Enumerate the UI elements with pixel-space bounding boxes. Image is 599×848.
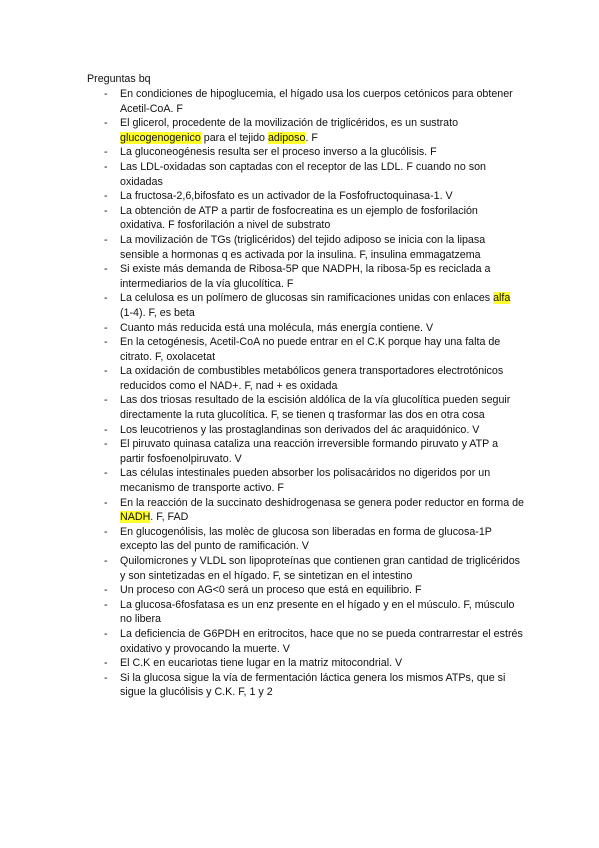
item-text: . F, FAD — [150, 511, 189, 524]
item-text: La obtención de ATP a partir de fosfocreatina es un ejemplo de fosforilación oxidativa. F fosforilación a nivel de substrato — [120, 204, 478, 232]
item-text: Las dos triosas resultado de la escisión aldólica de la vía glucolítica pueden seguir directamente la ruta glucolítica. F, se tienen q trasformar las dos en otra cosa — [120, 394, 511, 422]
highlighted-text: adiposo — [267, 131, 306, 144]
bullet-dash: - — [104, 657, 108, 670]
bullet-dash: - — [104, 365, 108, 378]
bullet-dash: - — [104, 467, 108, 480]
bullet-dash: - — [104, 336, 108, 349]
bullet-dash: - — [104, 88, 108, 100]
item-text: El C.K en eucariotas tiene lugar en la matriz mitocondrial. V — [120, 657, 403, 670]
item-text: para el tejido — [200, 131, 268, 144]
list-item — [104, 291, 524, 320]
bullet-dash: - — [104, 627, 108, 640]
list-item — [104, 598, 524, 627]
bullet-dash: - — [104, 204, 108, 217]
item-text: La fructosa-2,6,bifosfato es un activador de la Fosfofructoquinasa-1. V — [120, 190, 453, 203]
item-text: Las LDL-oxidadas son captadas con el receptor de las LDL. F cuando no son oxidadas — [120, 160, 486, 188]
item-text: Si la glucosa sigue la vía de fermentación láctica genera los mismos ATPs, que si sigue la glucólisis y C.K. F, 1 y 2 — [120, 671, 506, 699]
highlighted-text: glucogenogenico — [120, 131, 201, 144]
item-text: Cuanto más reducida está una molécula, más energía contiene. V — [120, 321, 434, 334]
list-item — [104, 525, 524, 554]
bullet-dash: - — [104, 292, 108, 305]
item-text: La gluconeogénesis resulta ser el proceso inverso a la glucólisis. F — [120, 146, 437, 159]
item-text: (1-4). F, es beta — [120, 306, 195, 319]
item-text: La oxidación de combustibles metabólicos genera transportadores electrotónicos reducidos como el NAD+. F, nad + es oxidada — [120, 365, 504, 392]
item-text: En la reacción de la succinato deshidrogenasa se genera poder reductor en forma de — [120, 496, 525, 509]
list-item — [104, 423, 524, 438]
item-text: La movilización de TGs (triglicéridos) del tejido adiposo se inicia con la lipasa sensible a hormonas q es activada por la insulina. F, insulina emmagatzema — [120, 233, 486, 261]
item-text: En glucogenólisis, las molèc de glucosa son liberadas en forma de glucosa-1P excepto las del punto de ramificación. V — [120, 525, 492, 553]
bullet-dash: - — [104, 160, 108, 173]
bullet-dash: - — [104, 555, 108, 567]
item-text: La deficiencia de G6PDH en eritrocitos, hace que no se pueda contrarrestar el estrés oxidativo y provocando la muerte. V — [120, 627, 523, 655]
bullet-dash: - — [104, 423, 108, 436]
bullet-dash: - — [104, 438, 108, 451]
list-item — [104, 496, 524, 525]
bullet-dash: - — [104, 263, 108, 276]
question-list — [104, 87, 524, 700]
item-text: La glucosa-6fosfatasa es un enz presente en el hígado y en el músculo. F, músculo no libera — [120, 598, 515, 626]
list-item — [104, 189, 524, 204]
list-item — [104, 583, 524, 598]
bullet-dash: - — [104, 117, 108, 130]
bullet-dash: - — [104, 598, 108, 611]
list-item — [104, 87, 524, 116]
item-text: El piruvato quinasa cataliza una reacción irreversible formando piruvato y ATP a partir fosfoenolpiruvato. V — [120, 438, 499, 465]
list-item — [104, 233, 524, 262]
bullet-dash: - — [104, 321, 108, 334]
item-text: Si existe más demanda de Ribosa-5P que NADPH, la ribosa-5p es reciclada a intermediarios de la vía glucolítica. F — [120, 263, 491, 290]
list-item — [104, 671, 524, 700]
list-item — [104, 116, 524, 145]
list-item — [104, 160, 524, 189]
item-text: En la cetogénesis, Acetil-CoA no puede entrar en el C.K porque hay una falta de citrato. F, oxolacetat — [120, 336, 501, 363]
list-item — [104, 335, 524, 364]
list-item — [104, 393, 524, 422]
list-item — [104, 262, 524, 291]
item-text: En condiciones de hipoglucemia, el hígado usa los cuerpos cetónicos para obtener Acetil-CoA. F — [120, 88, 513, 115]
bullet-dash: - — [104, 190, 108, 203]
document-title: Preguntas bq — [87, 73, 151, 85]
list-item — [104, 145, 524, 160]
list-item — [104, 627, 524, 656]
bullet-dash: - — [104, 525, 108, 538]
bullet-dash: - — [104, 496, 108, 509]
item-text: Los leucotrienos y las prostaglandinas son derivados del ác araquidónico. V — [120, 423, 480, 436]
list-item — [104, 554, 524, 583]
list-item — [104, 204, 524, 233]
item-text: Quilomicrones y VLDL son lipoproteínas que contienen gran cantidad de triglicéridos y son sintetizadas en el hígado. F, se sintetizan en el intestino — [120, 555, 521, 582]
highlighted-text: NADH — [120, 511, 151, 524]
list-item — [104, 437, 524, 466]
bullet-dash: - — [104, 233, 108, 246]
list-item — [104, 321, 524, 336]
item-text: La celulosa es un polímero de glucosas sin ramificaciones unidas con enlaces — [120, 292, 494, 305]
item-text: . F — [305, 131, 318, 144]
item-text: Las células intestinales pueden absorber los polisacáridos no digeridos por un mecanismo de transporte activo. F — [120, 467, 491, 495]
item-text: El glicerol, procedente de la movilización de triglicéridos, es un sustrato — [120, 117, 459, 130]
bullet-dash: - — [104, 584, 108, 597]
item-text: Un proceso con AG<0 será un proceso que está en equilibrio. F — [120, 584, 422, 597]
list-item — [104, 466, 524, 495]
list-item — [104, 364, 524, 393]
bullet-dash: - — [104, 394, 108, 407]
bullet-dash: - — [104, 671, 108, 684]
bullet-dash: - — [104, 146, 108, 159]
highlighted-text: alfa — [493, 292, 511, 305]
list-item — [104, 656, 524, 671]
